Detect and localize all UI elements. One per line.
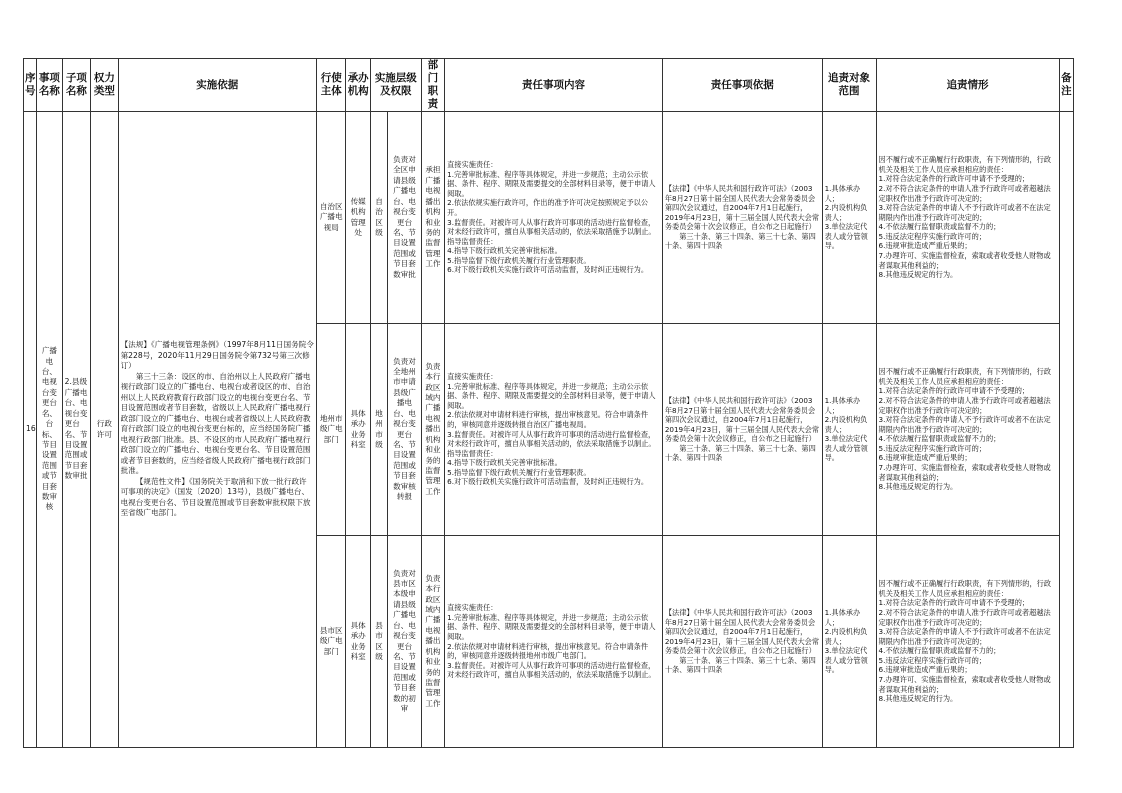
basis-cell (118, 112, 316, 748)
law-articles: 第三十条、第三十四条、第三十七条、第四十条、第四十四条 (664, 231, 816, 251)
header-remarks: 备注 (1059, 59, 1073, 112)
accountable-cell (822, 324, 876, 536)
cases-text: 因不履行或不正确履行行政职责，有下列情形的，行政机关及相关工作人员应承担相应的责任： 1.对符合法定条件的行政许可申请不予受理的； 2.对不符合法定条件的申请人准予行政许可或者超越法定职权作出准予行政许可决定的； 3.对符合法定条件的申请人不予行政许可或者不在法定期限内作出准予行政许可决定的； 4.不依法履行监督职责或监督不力的； 5.违反法定程序实施行政许可的； 6.违规审批造成严重后果的； 7.办理许可、实施监督检查，索取或者收受他人财物或者谋取其他利益的； 8.其他违反规定的行为。 (878, 155, 1052, 280)
accountable-cell (822, 536, 876, 748)
header-power-type: 权力类型 (91, 59, 118, 112)
header-dept-duty: 部门职责 (421, 59, 444, 112)
duty-content-cell (445, 536, 663, 748)
header-duty-basis: 责任事项依据 (662, 59, 822, 112)
basis-normative: 【规范性文件】《国务院关于取消和下放一批行政许可事项的决定》（国发〔2020〕13号），县级广播电台、电视台变更台名、节目设置范围或节目套数审批权限下放至省级广电部门。 (120, 476, 311, 518)
subject-cell: 自治区广播电视局 (316, 112, 346, 324)
item-name-cell: 广播电台、电视台变更台名、台标、节目设置范围或节目套数审核 (37, 112, 62, 748)
header-agency: 承办机构 (346, 59, 370, 112)
header-accountable: 追责对象范围 (822, 59, 876, 112)
duty-content-cell (445, 112, 663, 324)
content-item: 1.完善审批标准、程序等具体规定，并进一步规范；主动公示依据、条件、程序、期限及需要提交的全部材料目录等，便于申请人阅取。 (447, 612, 656, 641)
header-row (24, 59, 1074, 112)
cases-text: 因不履行或不正确履行行政职责，有下列情形的，行政机关及相关工作人员应承担相应的责任： 1.对符合法定条件的行政许可申请不予受理的； 2.对不符合法定条件的申请人准予行政许可或者超越法定职权作出准予行政许可决定的； 3.对符合法定条件的申请人不予行政许可或者不在法定期限内作出准予行政许可决定的； 4.不依法履行监督职责或监督不力的； 5.违反法定程序实施行政许可的； 6.违规审批造成严重后果的； 7.办理许可、实施监督检查，索取或者收受他人财物或者谋取其他利益的； 8.其他违反规定的行为。 (878, 367, 1052, 492)
accountable-cell (822, 112, 876, 324)
agency-cell: 具体承办业务科室 (346, 324, 370, 536)
dept-duty-cell: 承担广播电视播出机构和业务的监督管理工作 (421, 112, 444, 324)
basis-article: 第三十三条：设区的市、自治州以上人民政府广播电视行政部门设立的广播电台、电视台或者设区的市、自治州以上人民政府教育行政部门设立的电视台变更台名、节目设置范围或者节目套数，省级以上人民政府广播电视行政部门设立的广播电台、电视台或者省级以上人民政府教育行政部门设立的电视台变更台标的，应当经国务院广播电视行政部门批准。县、不设区的市人民政府广播电视行政部门设立的广播电台、电视台变更台名、节目设置范围或者节目套数的，应当经省级人民政府广播电视行政部门批准。 (120, 371, 311, 476)
cases-text: 因不履行或不正确履行行政职责，有下列情形的，行政机关及相关工作人员应承担相应的责任： 1.对符合法定条件的行政许可申请不予受理的； 2.对不符合法定条件的申请人准予行政许可或者超越法定职权作出准予行政许可决定的； 3.对符合法定条件的申请人不予行政许可或者不在法定期限内作出准予行政许可决定的； 4.不依法履行监督职责或监督不力的； 5.违反法定程序实施行政许可的； 6.违规审批造成严重后果的； 7.办理许可、实施监督检查，索取或者收受他人财物或者谋取其他利益的； 8.其他违反规定的行为。 (878, 579, 1052, 704)
header-duty-content: 责任事项内容 (445, 59, 663, 112)
content-item: 3.监督责任。对被许可人从事行政许可事项的活动进行监督检查，对未经行政许可，擅自从事相关活动的，依法采取措施予以制止。 (447, 660, 656, 680)
content-item: 2.依法依规实施行政许可，作出的准予许可决定按照规定予以公开。 (447, 198, 649, 217)
content-item: 2.依法依规对申请材料进行审核，提出审核意见。符合申请条件的，审核同意并逐级转报自治区广播电视局。 (447, 410, 649, 429)
agency-cell: 具体承办业务科室 (346, 536, 370, 748)
level-cell: 县市区级 (370, 536, 387, 748)
level-cell: 自治区级 (370, 112, 387, 324)
authority-cell: 负责对全区申请县级广播电台、电视台变更台名、节目设置范围或节目套数审批 (388, 112, 422, 324)
subject-cell: 地州市级广电部门 (316, 324, 346, 536)
header-seq: 序号 (24, 59, 37, 112)
authority-cell: 负责对全地州市申请县级广播电台、电视台变更台名、节目设置范围或节目套数审核转报 (388, 324, 422, 536)
content-item: 3.监督责任。对被许可人从事行政许可事项的活动进行监督检查，对未经行政许可，擅自从事相关活动的，依法采取措施予以制止。 (447, 429, 656, 449)
cases-cell (876, 536, 1059, 748)
authority-cell: 负责对县市区本级申请县级广播电台、电视台变更台名、节目设置范围或节目套数的初审 (388, 536, 422, 748)
agency-cell: 传媒机构管理处 (346, 112, 370, 324)
header-cases: 追责情形 (876, 59, 1059, 112)
content-item: 5.指导监督下级行政机关履行行业管理职责。 (447, 467, 591, 477)
dept-duty-cell: 负责本行政区域内广播电视播出机构和业务的监督管理工作 (421, 536, 444, 748)
basis-regulation: 【法规】《广播电视管理条例》（1997年8月11日国务院令第228号，2020年11月29日国务院令第732号第三次修订） (120, 340, 314, 371)
header-basis: 实施依据 (118, 59, 316, 112)
content-item: 6.对下级行政机关实施行政许可活动监督，及时纠正违规行为。 (447, 265, 649, 275)
content-item: 5.指导监督下级行政机关履行行业管理职责。 (447, 255, 591, 265)
law-text: 【法律】《中华人民共和国行政许可法》（2003年8月27日第十届全国人民代表大会常务委员会第四次会议通过，自2004年7月1日起施行，2019年4月23日，第十三届全国人民代表大会常务委员会第十次会议修正，自公布之日起施行） (664, 183, 820, 232)
content-item: 2.依法依规对申请材料进行审核，提出审核意见。符合申请条件的，审核同意并逐级转报地州市级广电部门。 (447, 641, 649, 661)
cases-cell (876, 112, 1059, 324)
power-type-cell: 行政许可 (91, 112, 118, 748)
duty-basis-cell (662, 112, 822, 324)
accountable-text: 1.具体承办人； 2.内设机构负责人； 3.单位法定代表人或分管领导。 (824, 183, 868, 251)
content-item: 1.完善审批标准、程序等具体规定，并进一步规范；主动公示依据、条件、程序、期限及需要提交的全部材料目录等，便于申请人阅取。 (447, 169, 656, 198)
table-row (24, 112, 1074, 324)
duty-basis-cell (662, 536, 822, 748)
law-text: 【法律】《中华人民共和国行政许可法》（2003年8月27日第十届全国人民代表大会常务委员会第四次会议通过，自2004年7月1日起施行，2019年4月23日，第十三届全国人民代表大会常务委员会第十次会议修正，自公布之日起施行） (664, 395, 820, 444)
content-item: 1.完善审批标准、程序等具体规定，并进一步规范；主动公示依据、条件、程序、期限及需要提交的全部材料目录等，便于申请人阅取。 (447, 381, 656, 410)
content-item: 3.监督责任。对被许可人从事行政许可事项的活动进行监督检查，对未经行政许可，擅自从事相关活动的，依法采取措施予以制止。 (447, 217, 656, 237)
content-head: 直接实施责任： (447, 603, 498, 613)
law-articles: 第三十条、第三十四条、第三十七条、第四十条、第四十四条 (664, 655, 816, 675)
seq-cell: 16 (24, 112, 37, 748)
content-guidance-head: 指导监督责任： (447, 448, 498, 458)
content-item: 4.指导下级行政机关完善审批标准。 (447, 458, 562, 468)
cases-cell (876, 324, 1059, 536)
content-head: 直接实施责任： (447, 371, 498, 381)
duty-basis-cell (662, 324, 822, 536)
content-guidance-head: 指导监督责任： (447, 236, 498, 246)
content-item: 4.指导下级行政机关完善审批标准。 (447, 246, 562, 256)
remarks-cell (1059, 112, 1073, 748)
header-item-name: 事项名称 (37, 59, 62, 112)
duty-content-cell (445, 324, 663, 536)
level-cell: 地州市级 (370, 324, 387, 536)
subject-cell: 县市区级广电部门 (316, 536, 346, 748)
dept-duty-cell: 负责本行政区域内广播电视播出机构和业务的监督管理工作 (421, 324, 444, 536)
header-sub-name: 子项名称 (62, 59, 90, 112)
law-text: 【法律】《中华人民共和国行政许可法》（2003年8月27日第十届全国人民代表大会常务委员会第四次会议通过，自2004年7月1日起施行，2019年4月23日，第十三届全国人民代表大会常务委员会第十次会议修正，自公布之日起施行） (664, 607, 820, 656)
duty-list-table (23, 58, 1074, 748)
header-subject: 行使主体 (316, 59, 346, 112)
accountable-text: 1.具体承办人； 2.内设机构负责人； 3.单位法定代表人或分管领导。 (824, 607, 868, 675)
content-item: 6.对下级行政机关实施行政许可活动监督，及时纠正违规行为。 (447, 477, 649, 487)
accountable-text: 1.具体承办人； 2.内设机构负责人； 3.单位法定代表人或分管领导。 (824, 395, 868, 463)
law-articles: 第三十条、第三十四条、第三十七条、第四十条、第四十四条 (664, 443, 816, 463)
header-level: 实施层级及权限 (370, 59, 421, 112)
sub-name-cell: 2.县级广播电台、电视台变更台名、节目设置范围或节目套数审批 (62, 112, 90, 748)
content-head: 直接实施责任： (447, 159, 498, 169)
